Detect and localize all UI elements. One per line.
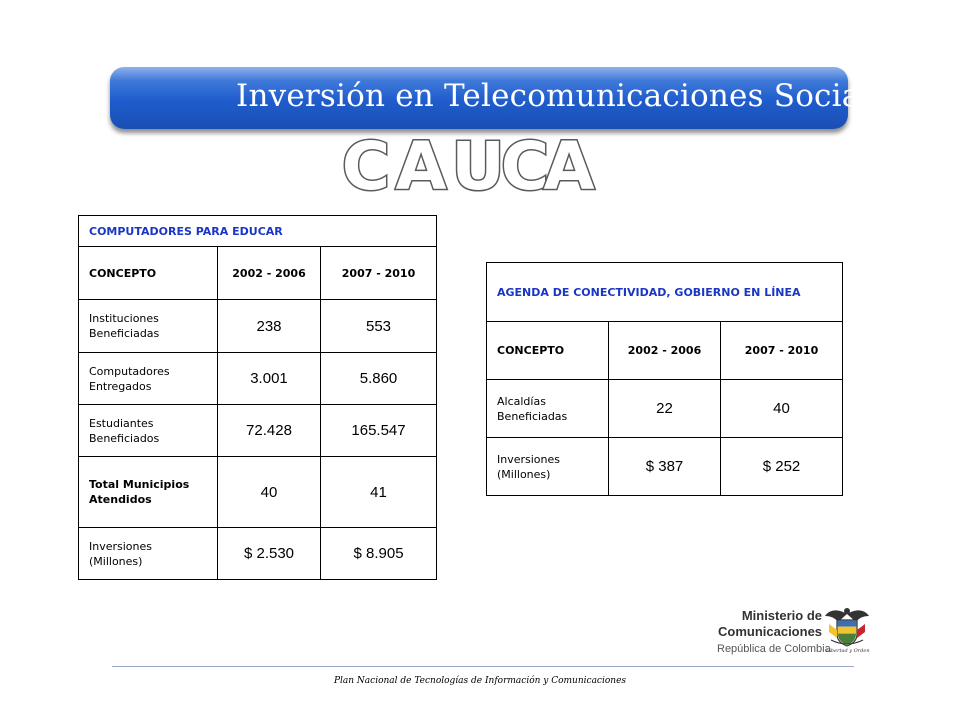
row-value: $ 2.530	[218, 528, 321, 580]
header-concepto: CONCEPTO	[79, 247, 218, 300]
row-value: 3.001	[218, 353, 321, 405]
ministry-name-line2: Comunicaciones	[718, 624, 823, 639]
region-letter: A	[543, 128, 595, 195]
region-heading	[0, 125, 960, 195]
agenda-title: AGENDA DE CONECTIVIDAD, GOBIERNO EN LÍNEA	[487, 263, 843, 322]
row-value: $ 8.905	[321, 528, 437, 580]
header-period-1: 2002 - 2006	[218, 247, 321, 300]
table-row	[487, 438, 843, 496]
agenda-table	[486, 262, 843, 496]
table-row	[79, 457, 437, 528]
table-row	[79, 353, 437, 405]
row-value: 41	[321, 457, 437, 528]
row-concept: Computadores Entregados	[79, 353, 218, 405]
row-concept: Inversiones (Millones)	[79, 528, 218, 580]
table-row	[487, 380, 843, 438]
table-row	[79, 405, 437, 457]
ministry-name-line1: Ministerio de	[741, 608, 822, 623]
row-value: 22	[609, 380, 721, 438]
region-letter: C	[341, 128, 391, 195]
computadores-table	[78, 215, 437, 580]
table-row	[79, 300, 437, 353]
footer-rule	[112, 666, 854, 667]
region-letter: A	[395, 128, 447, 195]
region-letter: C	[500, 128, 550, 195]
ministry-country: República de Colombia	[717, 643, 831, 655]
ministry-motto: Libertad y Orden	[826, 648, 870, 654]
region-letter: U	[451, 128, 505, 195]
row-concept: Total Municipios Atendidos	[79, 457, 218, 528]
computadores-title: COMPUTADORES PARA EDUCAR	[79, 216, 437, 247]
row-value: 40	[721, 380, 843, 438]
table-row	[79, 528, 437, 580]
row-value: 238	[218, 300, 321, 353]
row-value: 5.860	[321, 353, 437, 405]
row-value: 72.428	[218, 405, 321, 457]
header-period-2: 2007 - 2010	[321, 247, 437, 300]
header-period-2: 2007 - 2010	[721, 322, 843, 380]
row-value: $ 387	[609, 438, 721, 496]
footer-text: Plan Nacional de Tecnologías de Información y Comunicaciones	[333, 676, 627, 686]
slide-title: Inversión en Telecomunicaciones Sociales	[236, 78, 906, 114]
row-value: 553	[321, 300, 437, 353]
header-period-1: 2002 - 2006	[609, 322, 721, 380]
row-value: 40	[218, 457, 321, 528]
row-concept: Estudiantes Beneficiados	[79, 405, 218, 457]
row-concept: Instituciones Beneficiadas	[79, 300, 218, 353]
header-concepto: CONCEPTO	[487, 322, 609, 380]
row-value: $ 252	[721, 438, 843, 496]
row-concept: Alcaldías Beneficiadas	[487, 380, 609, 438]
row-concept: Inversiones (Millones)	[487, 438, 609, 496]
row-value: 165.547	[321, 405, 437, 457]
